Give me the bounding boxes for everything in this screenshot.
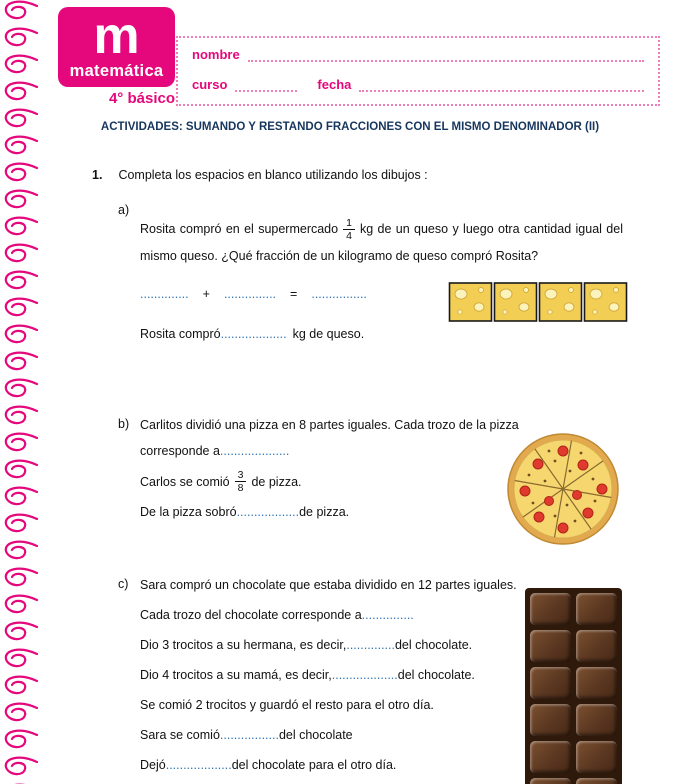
chocolate-piece bbox=[576, 630, 617, 662]
item-c-label: c) bbox=[118, 577, 129, 591]
item-a bbox=[118, 203, 623, 282]
question-1-text: Completa los espacios en blanco utilizando los dibujos : bbox=[118, 168, 428, 182]
curso-line bbox=[235, 78, 297, 92]
equation-blank-2: ............... bbox=[223, 287, 277, 301]
logo-letter-m: m bbox=[93, 7, 140, 65]
chocolate-piece bbox=[576, 741, 617, 773]
spiral-binding bbox=[0, 0, 40, 784]
item-b-line3: Carlos se comió $\frac{3}{8}$ de pizza. bbox=[140, 469, 302, 495]
chocolate-piece bbox=[576, 704, 617, 736]
fraction-one-quarter: $\frac{1}{4}$ bbox=[343, 217, 355, 242]
question-1-number: 1. bbox=[92, 168, 103, 182]
item-a-label: a) bbox=[118, 203, 130, 217]
item-b-line4: De la pizza sobró..................de pizza. bbox=[140, 505, 350, 520]
student-info-box bbox=[176, 36, 660, 106]
result-post: kg de queso. bbox=[292, 327, 365, 341]
chocolate-piece bbox=[576, 667, 617, 699]
item-b-label: b) bbox=[118, 417, 130, 431]
nombre-label: nombre bbox=[192, 47, 240, 62]
chocolate-bar-illustration bbox=[525, 588, 622, 784]
equals-sign: = bbox=[290, 287, 298, 301]
item-a-text bbox=[140, 216, 623, 270]
item-b-line1: Carlitos dividió una pizza en 8 partes iguales. Cada trozo de la pizza bbox=[140, 418, 519, 432]
chocolate-piece bbox=[530, 741, 571, 773]
result-blank: ................... bbox=[220, 327, 287, 341]
item-c-blank-1: ............... bbox=[361, 608, 414, 622]
matematica-logo bbox=[58, 7, 175, 87]
question-1 bbox=[92, 168, 428, 182]
chocolate-piece bbox=[530, 667, 571, 699]
curso-fecha-row bbox=[192, 78, 644, 92]
fecha-label: fecha bbox=[317, 77, 352, 92]
plus-sign: + bbox=[202, 287, 210, 301]
equation-blank-1: .............. bbox=[140, 287, 189, 301]
worksheet-title: ACTIVIDADES: SUMANDO Y RESTANDO FRACCIONES CON EL MISMO DENOMINADOR (II) bbox=[100, 121, 600, 133]
item-b bbox=[118, 417, 548, 530]
logo-text: matemática bbox=[69, 62, 164, 80]
cheese-illustration bbox=[448, 280, 628, 324]
item-c-line7: Dejó...................del chocolate para el otro día. bbox=[140, 758, 397, 772]
chocolate-piece bbox=[576, 593, 617, 625]
item-c-blank-4: ................. bbox=[219, 728, 279, 742]
equation-row bbox=[140, 287, 367, 301]
item-c-line4: Dio 4 trocitos a su mamá, es decir,...................del chocolate. bbox=[140, 668, 475, 682]
item-a-result bbox=[140, 327, 364, 341]
item-a-text-part2: kg de un queso y luego otra cantidad igual del mismo queso. ¿Qué fracción de un kilogramo de queso compró Rosita? bbox=[140, 221, 623, 263]
fecha-line bbox=[359, 78, 644, 92]
item-c-line3: Dio 3 trocitos a su hermana, es decir,..............del chocolate. bbox=[140, 638, 473, 652]
nombre-row bbox=[192, 48, 644, 62]
item-b-blank-1: .................... bbox=[219, 444, 290, 458]
item-c-line2: Cada trozo del chocolate corresponde a............... bbox=[140, 608, 414, 622]
chocolate-piece bbox=[576, 778, 617, 784]
item-b-blank-2: .................. bbox=[236, 505, 300, 520]
equation-blank-3: ................ bbox=[311, 287, 367, 301]
chocolate-piece bbox=[530, 593, 571, 625]
item-c-blank-2: .............. bbox=[346, 638, 395, 652]
nombre-line bbox=[248, 48, 644, 62]
curso-label: curso bbox=[192, 77, 228, 92]
item-c-line1: Sara compró un chocolate que estaba dividido en 12 partes iguales. bbox=[140, 578, 517, 592]
grade-label: 4° básico bbox=[108, 90, 175, 107]
item-c-blank-3: ................... bbox=[331, 668, 398, 682]
pizza-illustration bbox=[505, 431, 621, 547]
chocolate-piece bbox=[530, 704, 571, 736]
item-c-line5: Se comió 2 trocitos y guardó el resto para el otro día. bbox=[140, 698, 434, 712]
result-pre: Rosita compró bbox=[140, 327, 221, 341]
item-a-text-part1: Rosita compró en el supermercado bbox=[140, 221, 339, 236]
item-b-line2: corresponde a.................... bbox=[140, 444, 290, 458]
item-c-line6: Sara se comió.................del chocolate bbox=[140, 728, 353, 742]
chocolate-piece bbox=[530, 778, 571, 784]
item-c-blank-5: ................... bbox=[165, 758, 232, 772]
item-c bbox=[118, 577, 558, 784]
chocolate-piece bbox=[530, 630, 571, 662]
fraction-three-eighths: $\frac{3}{8}$ bbox=[235, 469, 247, 494]
